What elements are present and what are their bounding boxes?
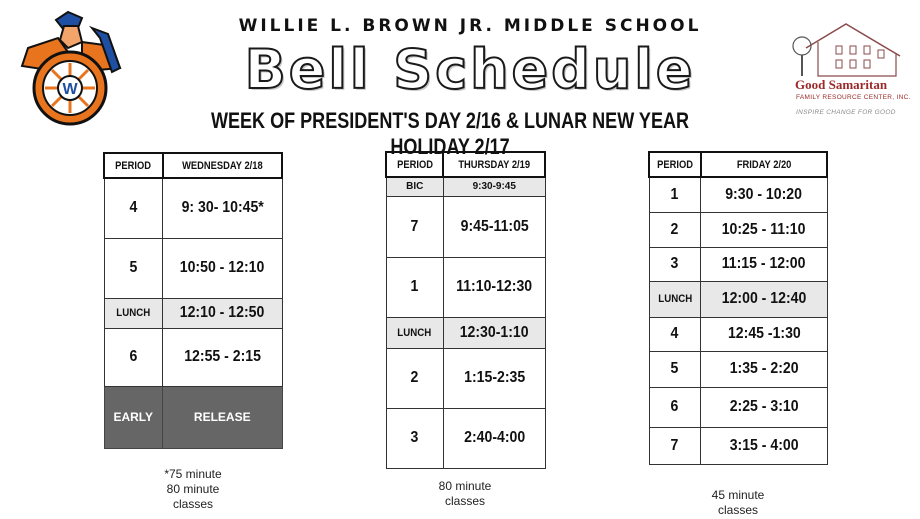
- mascot-letter: W: [62, 81, 78, 98]
- note-line: 80 minute: [438, 479, 492, 493]
- early-cell: EARLY: [104, 386, 163, 448]
- table-row: [649, 212, 827, 247]
- time-cell: 11:10-12:30: [443, 257, 545, 317]
- table-row: [104, 178, 282, 238]
- time-cell: 12:45 -1:30: [701, 317, 827, 351]
- table-row: [386, 257, 545, 317]
- time-cell: 12:00 - 12:40: [701, 281, 827, 317]
- period-cell: 5: [104, 238, 163, 298]
- table-row: [649, 177, 827, 212]
- note-line: classes: [172, 497, 213, 511]
- house-icon: [778, 20, 913, 80]
- period-cell: 6: [104, 328, 163, 386]
- period-cell: 7: [649, 427, 701, 464]
- period-cell: BIC: [386, 177, 443, 196]
- table-row: [649, 387, 827, 427]
- time-cell: 12:30-1:10: [443, 317, 545, 348]
- time-cell: 9:30-9:45: [443, 177, 545, 196]
- time-cell: 9:45-11:05: [443, 196, 545, 257]
- partner-name: Good Samaritan: [795, 77, 888, 92]
- time-cell: 2:25 - 3:10: [701, 387, 827, 427]
- table-row: [386, 348, 545, 408]
- table-row: [649, 317, 827, 351]
- wednesday-schedule-table: [103, 152, 283, 449]
- partner-subtitle: FAMILY RESOURCE CENTER, INC.: [796, 94, 911, 101]
- lunch-row: [104, 298, 282, 328]
- partner-tagline: INSPIRE CHANGE FOR GOOD: [796, 109, 896, 116]
- schedule-subtitle: WEEK OF PRESIDENT'S DAY 2/16 & LUNAR NEW YEAR HOLIDAY 2/17: [210, 108, 690, 159]
- period-cell: 5: [649, 351, 701, 387]
- time-cell: 11:15 - 12:00: [701, 247, 827, 281]
- time-cell: 2:40-4:00: [443, 408, 545, 468]
- period-cell: 1: [386, 257, 443, 317]
- mascot-logo-graphic: [8, 8, 133, 128]
- day-column-header: FRIDAY 2/20: [701, 152, 827, 177]
- table-row: [104, 328, 282, 386]
- time-cell: 3:15 - 4:00: [701, 427, 827, 464]
- day-column-header: WEDNESDAY 2/18: [163, 153, 282, 178]
- period-cell: 3: [649, 247, 701, 281]
- note-line: 80 minute: [166, 482, 220, 496]
- period-cell: 4: [649, 317, 701, 351]
- day-column-header: THURSDAY 2/19: [443, 152, 545, 177]
- note-line: classes: [717, 503, 758, 517]
- period-cell: LUNCH: [649, 281, 701, 317]
- table-row: [649, 351, 827, 387]
- time-cell: 10:50 - 12:10: [163, 238, 282, 298]
- time-cell: 1:35 - 2:20: [701, 351, 827, 387]
- period-cell: 7: [386, 196, 443, 257]
- thursday-note: [405, 479, 525, 509]
- time-cell: 12:55 - 2:15: [163, 328, 282, 386]
- period-cell: 2: [649, 212, 701, 247]
- period-cell: 1: [649, 177, 701, 212]
- period-cell: 3: [386, 408, 443, 468]
- table-header-row: [386, 152, 545, 177]
- note-line: classes: [444, 494, 485, 508]
- lunch-row: [386, 317, 545, 348]
- time-cell: 1:15-2:35: [443, 348, 545, 408]
- table-row: [649, 427, 827, 464]
- mascot-logo: [8, 8, 133, 128]
- time-cell: 9:30 - 10:20: [701, 177, 827, 212]
- friday-note: [678, 488, 798, 518]
- note-line: *75 minute: [164, 467, 222, 481]
- page-title: Bell Schedule: [244, 38, 696, 101]
- thursday-schedule-table: [385, 151, 546, 469]
- period-cell: 6: [649, 387, 701, 427]
- table-header-row: [649, 152, 827, 177]
- table-row: [386, 408, 545, 468]
- time-cell: 10:25 - 11:10: [701, 212, 827, 247]
- bic-row: [386, 177, 545, 196]
- school-name: WILLIE L. BROWN JR. MIDDLE SCHOOL: [238, 16, 702, 36]
- period-cell: LUNCH: [386, 317, 443, 348]
- lunch-row: [649, 281, 827, 317]
- table-row: [386, 196, 545, 257]
- friday-schedule-table: [648, 151, 828, 465]
- period-cell: 2: [386, 348, 443, 408]
- period-column-header: PERIOD: [104, 153, 163, 178]
- period-cell: LUNCH: [104, 298, 163, 328]
- table-row: [104, 238, 282, 298]
- time-cell: 9: 30- 10:45*: [163, 178, 282, 238]
- table-header-row: [104, 153, 282, 178]
- period-column-header: PERIOD: [649, 152, 701, 177]
- note-line: 45 minute: [711, 488, 765, 502]
- period-column-header: PERIOD: [386, 152, 443, 177]
- table-row: [649, 247, 827, 281]
- early-release-row: [104, 386, 282, 448]
- time-cell: 12:10 - 12:50: [163, 298, 282, 328]
- period-cell: 4: [104, 178, 163, 238]
- release-cell: RELEASE: [163, 386, 282, 448]
- wednesday-note: [133, 467, 253, 512]
